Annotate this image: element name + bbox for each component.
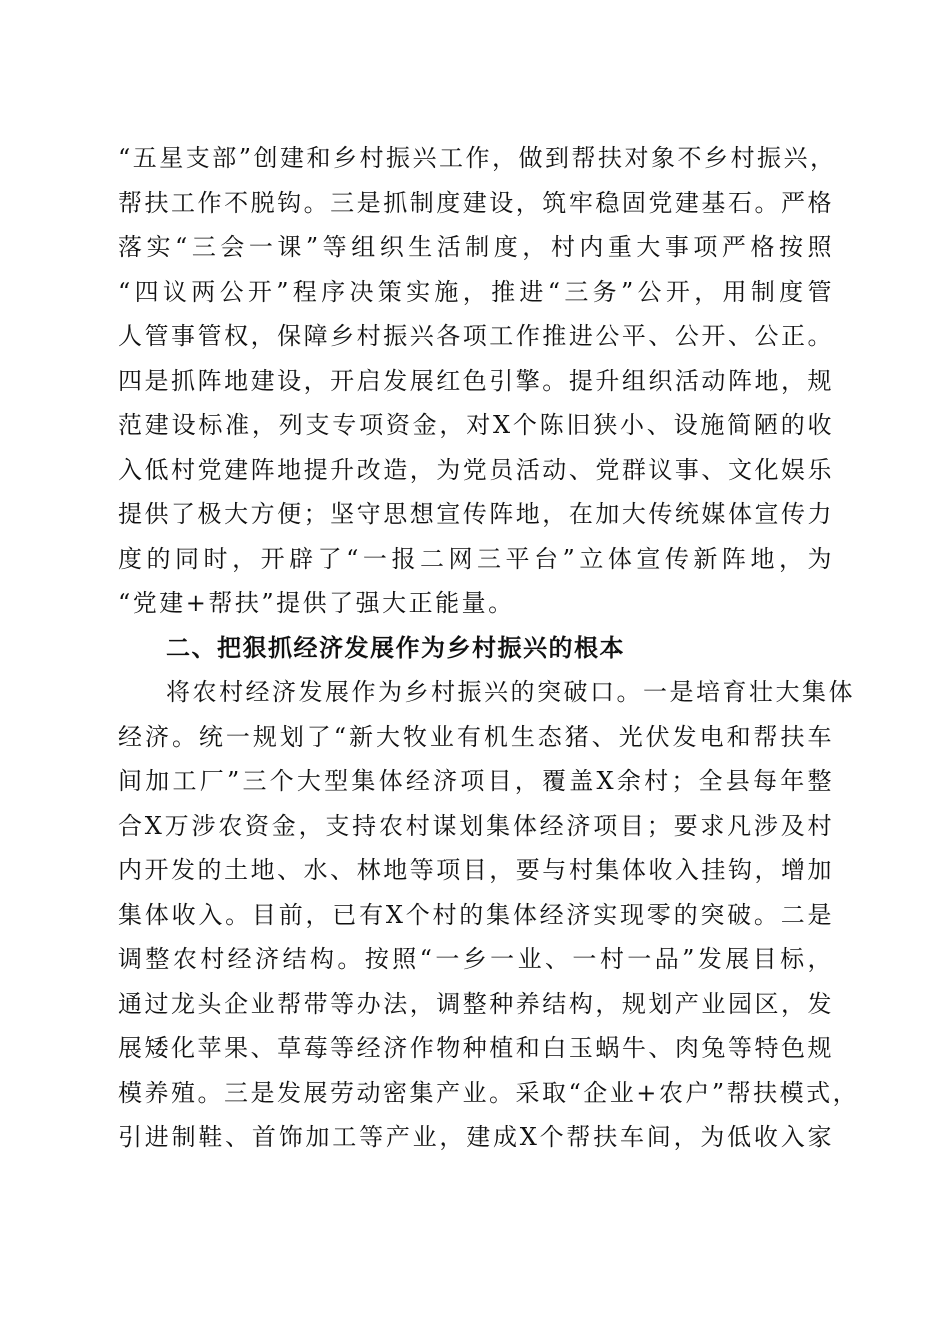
- text-line: 模养殖。三是发展劳动密集产业。采取“企业+农户”帮扶模式，: [118, 1078, 860, 1107]
- document-body: [118, 136, 860, 1160]
- text-line: 提供了极大方便；坚守思想宣传阵地，在加大传统媒体宣传力: [118, 500, 834, 528]
- text-line: 范建设标准，列支专项资金，对X个陈旧狭小、设施简陋的收: [118, 411, 834, 439]
- text-line: 集体收入。目前，已有X个村的集体经济实现零的突破。二是: [118, 900, 834, 929]
- text-line: 将农村经济发展作为乡村振兴的突破口。一是培育壮大集体: [166, 678, 855, 706]
- text-line: “四议两公开”程序决策实施，推进“三务”公开，用制度管: [118, 277, 834, 306]
- text-line: 度的同时，开辟了“一报二网三平台”立体宣传新阵地，为: [118, 544, 834, 573]
- text-line: “党建+帮扶”提供了强大正能量。: [118, 589, 515, 617]
- text-line: 通过龙头企业帮带等办法，调整种养结构，规划产业园区，发: [118, 989, 834, 1018]
- text-line: 引进制鞋、首饰加工等产业，建成X个帮扶车间，为低收入家: [118, 1123, 834, 1151]
- paragraph-2: [118, 670, 860, 1160]
- text-line: 入低村党建阵地提升改造，为党员活动、党群议事、文化娱乐: [118, 455, 834, 484]
- text-line: 间加工厂”三个大型集体经济项目，覆盖X余村；全县每年整: [118, 767, 834, 795]
- text-line: 人管事管权，保障乡村振兴各项工作推进公平、公开、公正。: [118, 322, 834, 350]
- text-line: 调整农村经济结构。按照“一乡一业、一村一品”发展目标，: [118, 945, 834, 973]
- paragraph-1: [118, 136, 837, 626]
- section-heading: 二、把狠抓经济发展作为乡村振兴的根本: [166, 633, 625, 662]
- text-line: 经济。统一规划了“新大牧业有机生态猪、光伏发电和帮扶车: [118, 722, 834, 751]
- text-line: “五星支部”创建和乡村振兴工作，做到帮扶对象不乡村振兴，: [118, 144, 837, 172]
- text-line: 展矮化苹果、草莓等经济作物种植和白玉蜗牛、肉兔等特色规: [118, 1034, 834, 1062]
- text-line: 四是抓阵地建设，开启发展红色引擎。提升组织活动阵地，规: [118, 366, 834, 395]
- text-line: 内开发的土地、水、林地等项目，要与村集体收入挂钩，增加: [118, 856, 834, 884]
- text-line: 落实“三会一课”等组织生活制度，村内重大事项严格按照: [118, 233, 834, 261]
- text-line: 合X万涉农资金，支持农村谋划集体经济项目；要求凡涉及村: [118, 811, 834, 840]
- text-line: 帮扶工作不脱钩。三是抓制度建设，筑牢稳固党建基石。严格: [118, 188, 834, 217]
